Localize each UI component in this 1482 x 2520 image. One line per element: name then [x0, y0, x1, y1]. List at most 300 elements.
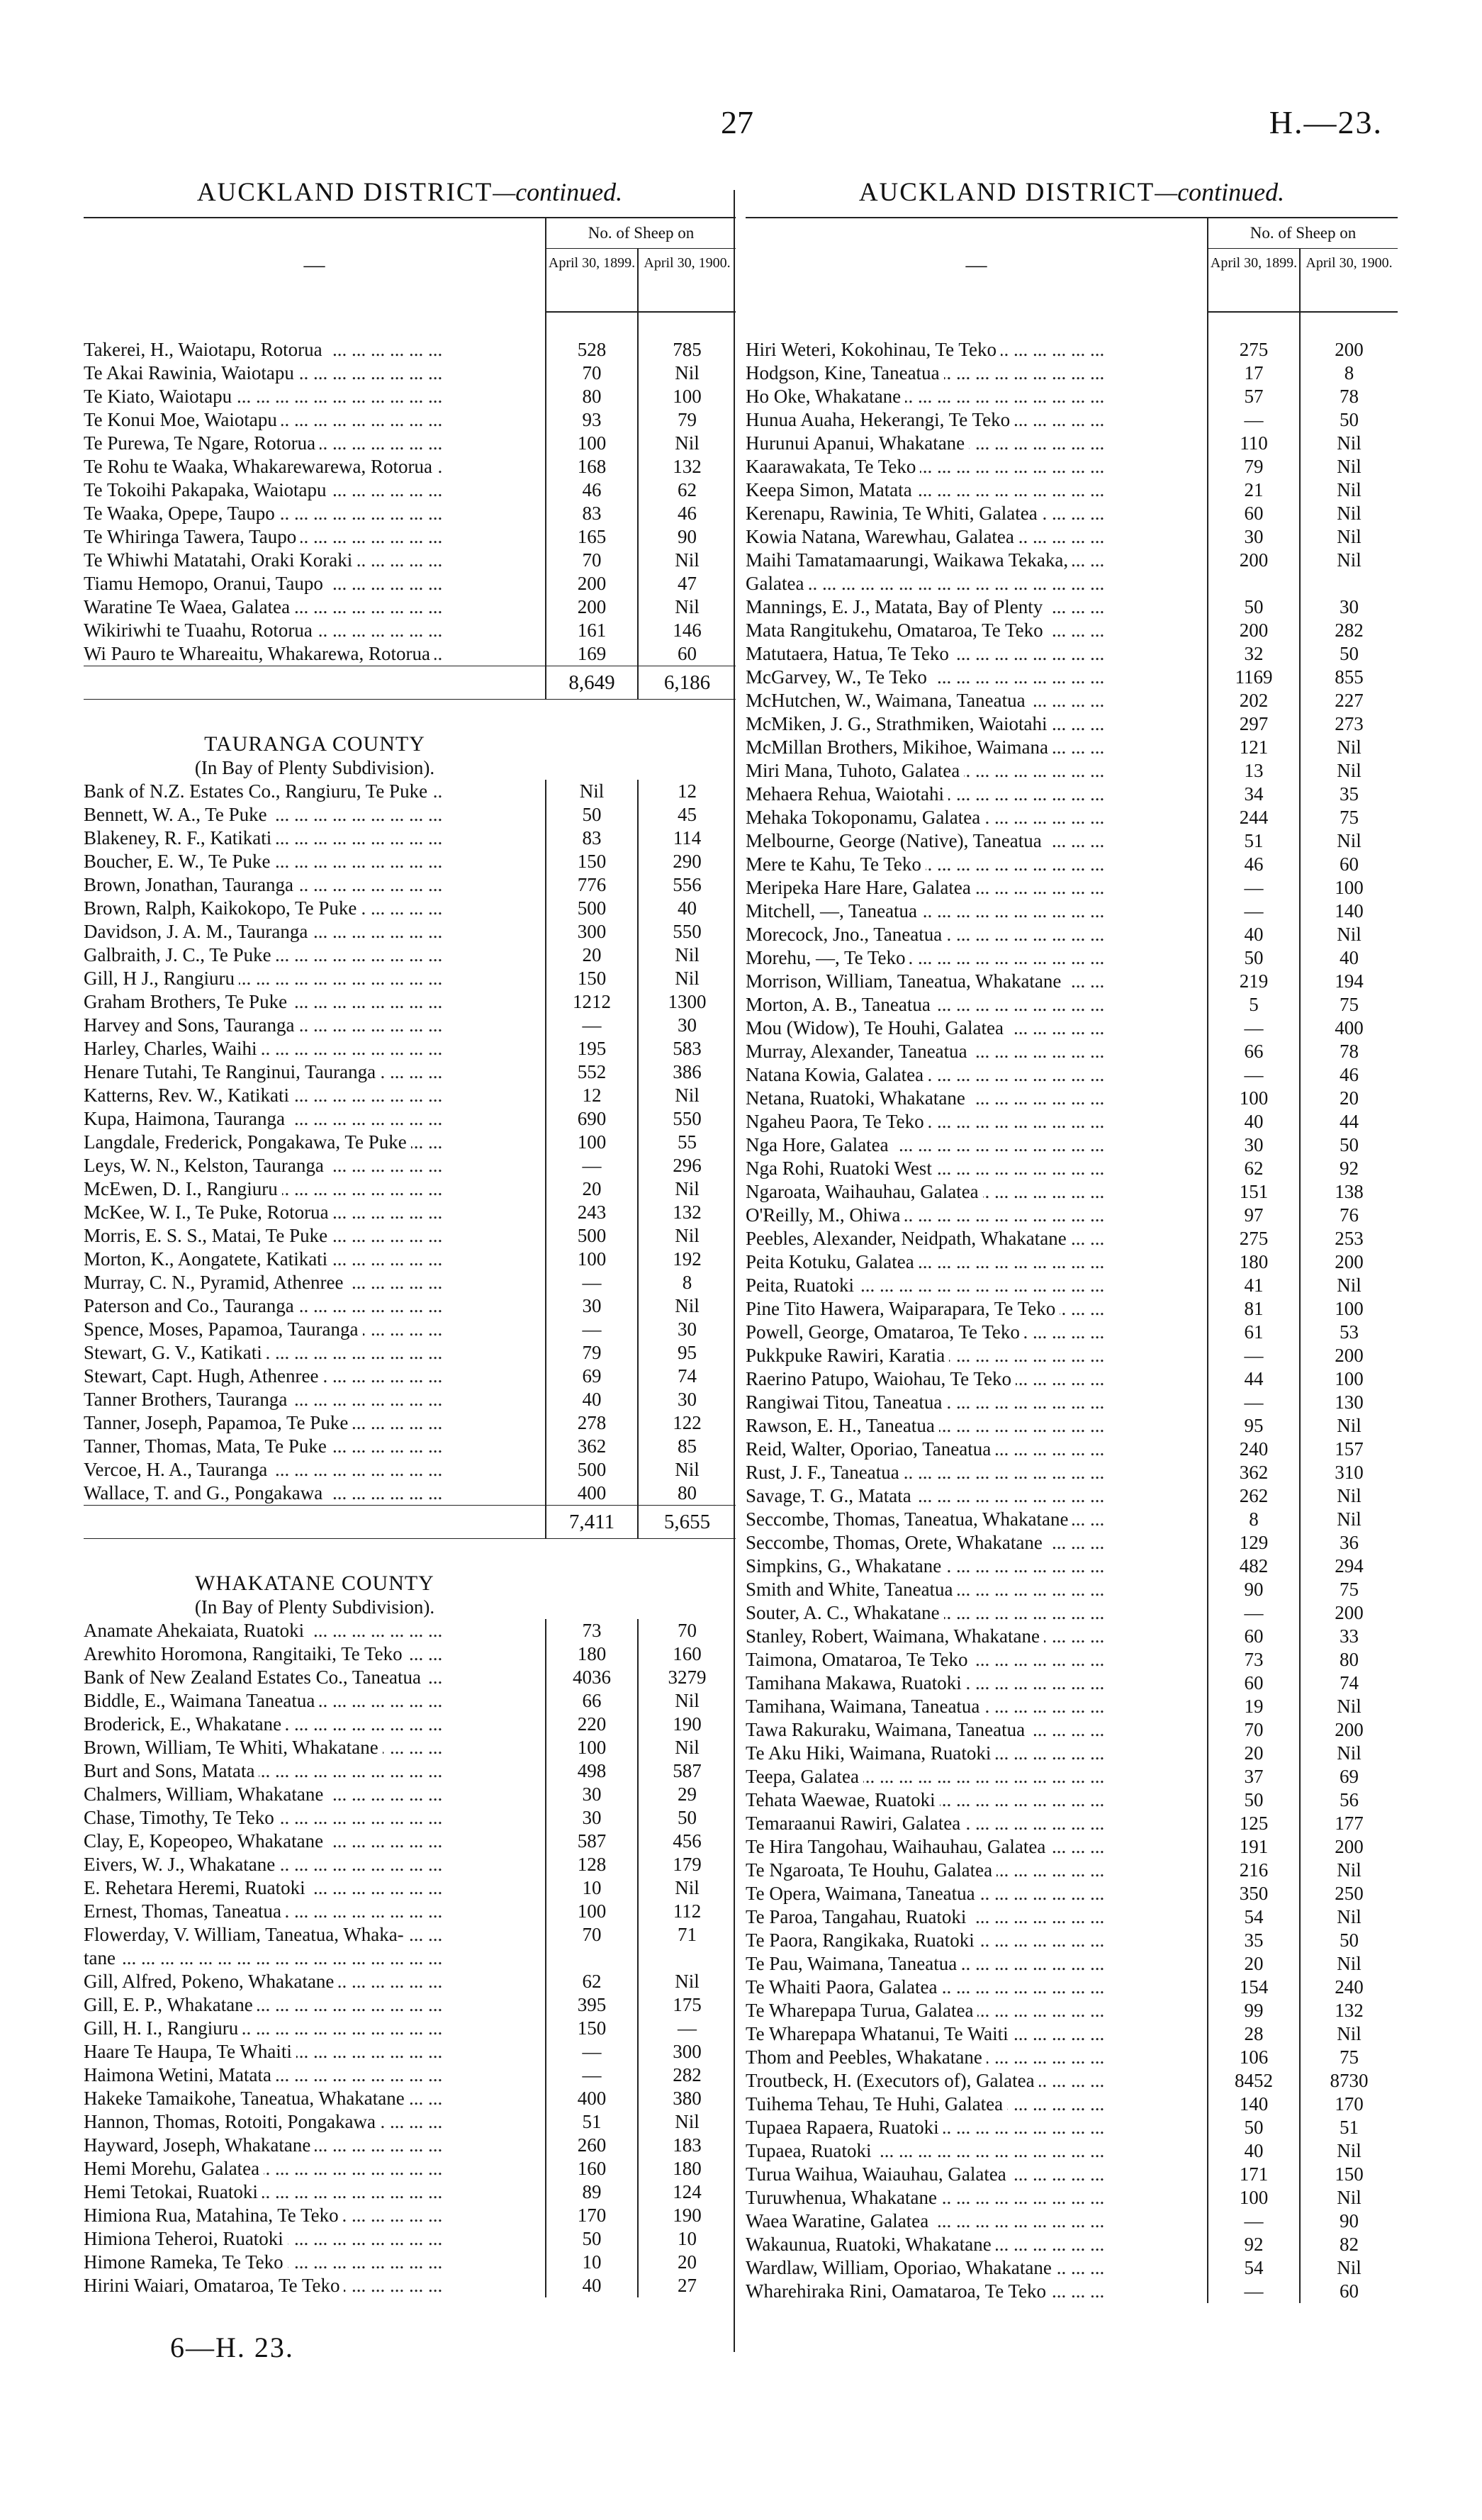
sheep-1900-cell: 47	[638, 572, 736, 595]
owner-name: Eivers, W. J., Whakatane	[84, 1854, 279, 1875]
table-row	[84, 338, 736, 362]
owner-name: Tupaea, Ruatoki	[746, 2140, 876, 2161]
owner-name: Melbourne, George (Native), Taneatua	[746, 830, 1046, 851]
table-row	[746, 946, 1398, 970]
sheep-1899-cell: —	[546, 1154, 638, 1177]
owner-name: Tehata Waewae, Ruatoki	[746, 1789, 940, 1810]
sheep-1900-cell: 80	[1300, 1648, 1398, 1671]
county-title-row	[84, 1570, 736, 1596]
owner-name: Paterson and Co., Tauranga	[84, 1295, 298, 1316]
sheep-1900-cell: 60	[1300, 853, 1398, 876]
sheep-1899-cell: 40	[1208, 2139, 1300, 2163]
sheep-1899-cell: 100	[546, 1248, 638, 1271]
owner-name: Teepa, Galatea	[746, 1766, 863, 1787]
owner-cell	[746, 1976, 1208, 1999]
sheep-1899-cell: 160	[546, 2157, 638, 2180]
owner-name: Temaraanui Rawiri, Galatea	[746, 1813, 965, 1834]
owner-cell	[746, 2280, 1208, 2303]
spacer-cell	[638, 325, 736, 338]
owner-cell	[84, 2017, 546, 2040]
county-subtitle-row	[84, 1596, 736, 1619]
table-row	[746, 1110, 1398, 1133]
table-row	[84, 1084, 736, 1107]
owner-cell	[84, 1131, 546, 1154]
owner-name: Matutaera, Hatua, Te Teko	[746, 643, 953, 664]
sheep-1900-cell: 179	[638, 1853, 736, 1876]
owner-name: Wharehiraka Rini, Oamataroa, Te Teko	[746, 2280, 1050, 2302]
owner-name: Netana, Ruatoki, Whakatane	[746, 1087, 970, 1109]
sheep-1899-cell: —	[546, 2040, 638, 2063]
sheep-1900-cell: 200	[1300, 1835, 1398, 1859]
empty-cell	[638, 731, 736, 756]
owner-cell	[746, 1508, 1208, 1531]
table-row	[746, 970, 1398, 993]
table-row	[746, 2280, 1398, 2303]
owner-name: Te Pau, Waimana, Taneatua	[746, 1953, 961, 1974]
sheep-1899-cell: 1212	[546, 990, 638, 1014]
table-row	[84, 1341, 736, 1365]
table-row	[746, 712, 1398, 736]
sheep-1899-cell: 20	[546, 1177, 638, 1201]
sheep-1899-cell: 150	[546, 2017, 638, 2040]
owner-name: Peebles, Alexander, Neidpath, Whakatane	[746, 1228, 1071, 1249]
spacer-cell	[1208, 312, 1300, 325]
sheep-1899-cell: Nil	[546, 780, 638, 803]
table-row	[746, 2163, 1398, 2186]
owner-cell	[746, 1929, 1208, 1952]
sheep-1899-cell: 35	[1208, 1929, 1300, 1952]
sheep-1900-cell: 194	[1300, 970, 1398, 993]
sheep-1899-cell: 587	[546, 1830, 638, 1853]
county-subtitle-row	[84, 756, 736, 780]
owner-name: Gill, Alfred, Pokeno, Whakatane	[84, 1971, 338, 1992]
owner-cell	[746, 1157, 1208, 1180]
sheep-1899-cell: 90	[1208, 1578, 1300, 1601]
owner-cell	[84, 1154, 546, 1177]
sheep-1899-cell: 100	[546, 432, 638, 455]
sheep-1900-cell: 100	[1300, 1367, 1398, 1391]
sheep-1900-cell: Nil	[1300, 736, 1398, 759]
sheep-1899-cell: 200	[546, 572, 638, 595]
owner-name: Leys, W. N., Kelston, Tauranga	[84, 1155, 328, 1176]
sheep-1899-cell: 300	[546, 920, 638, 943]
owner-cell	[746, 2163, 1208, 2186]
owner-cell	[746, 2210, 1208, 2233]
sheep-1900-cell: 3279	[638, 1666, 736, 1689]
owner-name: Te Kiato, Waiotapu	[84, 386, 236, 407]
table-row	[746, 1835, 1398, 1859]
owner-cell	[746, 1367, 1208, 1391]
owner-name: Clay, E, Kopeopeo, Whakatane	[84, 1830, 327, 1852]
owner-cell	[746, 1297, 1208, 1321]
sheep-1899-cell: 60	[1208, 502, 1300, 525]
owner-name: Seccombe, Thomas, Taneatua, Whakatane	[746, 1508, 1072, 1530]
table-row	[746, 338, 1398, 362]
sheep-1899-cell: 200	[546, 595, 638, 619]
sheep-1899-cell: 40	[1208, 923, 1300, 946]
owner-name: Morecock, Jno., Taneatua	[746, 924, 946, 945]
owner-cell	[84, 502, 546, 525]
owner-name: Takerei, H., Waiotapu, Rotorua	[84, 339, 327, 360]
owner-name: Tanner, Thomas, Mata, Te Puke	[84, 1435, 331, 1457]
owner-cell	[746, 993, 1208, 1017]
spacer-row	[84, 325, 736, 338]
table-row	[84, 2157, 736, 2180]
table-row	[746, 1414, 1398, 1438]
owner-name: McEwen, D. I., Rangiuru	[84, 1178, 282, 1199]
table-row	[746, 2186, 1398, 2210]
sheep-1900-cell: 78	[1300, 385, 1398, 408]
owner-column-header: —	[965, 253, 987, 276]
sheep-1900-cell: Nil	[638, 1689, 736, 1713]
owner-cell	[84, 1783, 546, 1806]
sheep-1900-cell: 100	[638, 385, 736, 408]
sheep-1900-cell: 300	[638, 2040, 736, 2063]
table-row	[84, 2040, 736, 2063]
table-row	[84, 1900, 736, 1923]
sheep-1900-cell: Nil	[638, 1177, 736, 1201]
owner-column-header: —	[303, 253, 325, 276]
sheep-1900-cell: 310	[1300, 1461, 1398, 1484]
table-row	[746, 806, 1398, 829]
sheep-1899-cell: 128	[546, 1853, 638, 1876]
owner-cell	[84, 525, 546, 549]
owner-cell	[746, 455, 1208, 478]
sheep-1899-cell: 46	[1208, 853, 1300, 876]
sheep-1899-cell: 54	[1208, 2256, 1300, 2280]
owner-cell	[746, 1742, 1208, 1765]
owner-cell	[746, 642, 1208, 666]
sheep-1900-cell: Nil	[1300, 1742, 1398, 1765]
owner-name: Rangiwai Titou, Taneatua	[746, 1391, 946, 1413]
sheep-1900-cell: 46	[1300, 1063, 1398, 1087]
owner-cell	[746, 923, 1208, 946]
sheep-1900-cell: 50	[1300, 642, 1398, 666]
owner-cell	[746, 1087, 1208, 1110]
owner-cell	[746, 478, 1208, 502]
owner-name: Te Rohu te Waaka, Whakarewarewa, Rotorua	[84, 456, 437, 477]
owner-name: Te Whiwhi Matatahi, Oraki Koraki	[84, 549, 357, 571]
spacer-cell	[1208, 325, 1300, 338]
owner-name: Broderick, E., Whakatane	[84, 1713, 286, 1735]
sheep-1900-cell: 20	[638, 2251, 736, 2274]
owner-cell	[746, 1765, 1208, 1788]
sheep-1900-cell: 40	[638, 897, 736, 920]
owner-cell	[746, 1484, 1208, 1508]
owner-name: Te Waaka, Opepe, Taupo	[84, 503, 279, 524]
table-row	[746, 853, 1398, 876]
table-row	[746, 1087, 1398, 1110]
owner-cell	[84, 1876, 546, 1900]
county-title: WHAKATANE COUNTY	[195, 1571, 434, 1595]
sheep-1899-cell: 97	[1208, 1204, 1300, 1227]
table-row	[84, 1853, 736, 1876]
owner-cell	[746, 2069, 1208, 2093]
sheep-1900-cell: 50	[1300, 1929, 1398, 1952]
spacer-cell	[84, 1539, 546, 1571]
owner-name: Kaarawakata, Te Teko	[746, 456, 920, 477]
owner-cell	[84, 1014, 546, 1037]
sheep-1899-cell: 62	[546, 1970, 638, 1993]
sheep-1900-cell: 44	[1300, 1110, 1398, 1133]
owner-cell	[84, 967, 546, 990]
sheep-1899-cell: 202	[1208, 689, 1300, 712]
table-row	[84, 1388, 736, 1411]
owner-cell	[746, 1227, 1208, 1250]
sheep-1899-cell: 776	[546, 873, 638, 897]
sheep-1900-cell: 380	[638, 2087, 736, 2110]
owner-cell	[84, 549, 546, 572]
owner-cell	[746, 1671, 1208, 1695]
owner-cell	[84, 1458, 546, 1482]
spacer-row	[84, 312, 736, 325]
page-number: 27	[721, 104, 753, 140]
sheep-1899-cell: 500	[546, 1224, 638, 1248]
owner-name: Nga Hore, Galatea	[746, 1134, 893, 1155]
sheep-1900-cell: 253	[1300, 1227, 1398, 1250]
table-row	[84, 803, 736, 827]
owner-name: Stewart, G. V., Katikati	[84, 1342, 266, 1363]
table-row	[84, 2017, 736, 2040]
owner-name: Morehu, —, Te Teko	[746, 947, 909, 968]
owner-cell	[746, 2046, 1208, 2069]
table-row	[746, 829, 1398, 853]
owner-cell	[84, 1853, 546, 1876]
owner-name: Te Akai Rawinia, Waiotapu	[84, 362, 298, 383]
sheep-1900-cell: 114	[638, 827, 736, 850]
table-row	[84, 1201, 736, 1224]
table-row	[746, 1742, 1398, 1765]
table-row	[84, 1107, 736, 1131]
owner-cell	[84, 1060, 546, 1084]
owner-cell	[84, 2180, 546, 2204]
sheep-1899-cell: 106	[1208, 2046, 1300, 2069]
table-row	[746, 666, 1398, 689]
left-column	[84, 177, 736, 2297]
table-row	[746, 549, 1398, 572]
table-row	[84, 920, 736, 943]
sheep-1899-cell: 50	[1208, 595, 1300, 619]
owner-name: McGarvey, W., Te Teko	[746, 666, 931, 688]
owner-cell	[746, 1040, 1208, 1063]
table-row	[746, 595, 1398, 619]
owner-name: Tanner, Joseph, Papamoa, Te Puke	[84, 1412, 352, 1433]
table-row	[746, 876, 1398, 900]
sheep-1900-cell: 85	[638, 1435, 736, 1458]
table-row	[746, 1204, 1398, 1227]
owner-name: Te Aku Hiki, Waimana, Ruatoki	[746, 1742, 995, 1764]
owner-name: Spence, Moses, Papamoa, Tauranga	[84, 1318, 363, 1340]
sheep-1900-cell: 456	[638, 1830, 736, 1853]
owner-cell	[746, 1133, 1208, 1157]
owner-cell	[84, 1736, 546, 1759]
owner-name: Taimona, Omataroa, Te Teko	[746, 1649, 972, 1670]
owner-cell	[84, 1435, 546, 1458]
sheep-1900-cell: 130	[1300, 1391, 1398, 1414]
owner-name: Te Hira Tangohau, Waihauhau, Galatea	[746, 1836, 1050, 1857]
sheep-1899-cell: 100	[1208, 2186, 1300, 2210]
owner-name: Chase, Timothy, Te Teko	[84, 1807, 279, 1828]
county-title: TAURANGA COUNTY	[204, 732, 425, 756]
sheep-1900-cell: 550	[638, 1107, 736, 1131]
sheep-1899-cell: —	[1208, 1017, 1300, 1040]
sheep-1900-cell: 30	[638, 1318, 736, 1341]
right-sheep-table	[746, 217, 1398, 2303]
owner-name: tane	[84, 1947, 120, 1969]
owner-name: Mere te Kahu, Te Teko	[746, 853, 926, 875]
sheep-1900-cell: Nil	[638, 2110, 736, 2134]
owner-cell	[84, 619, 546, 642]
owner-cell	[746, 595, 1208, 619]
table-row	[84, 642, 736, 666]
owner-cell	[746, 1648, 1208, 1671]
owner-cell	[746, 1321, 1208, 1344]
spacer-cell	[84, 325, 546, 338]
owner-cell	[84, 1271, 546, 1294]
page-footer: 6—H. 23.	[170, 2331, 294, 2363]
sheep-1900-cell: 140	[1300, 900, 1398, 923]
sheep-1899-cell: 180	[546, 1642, 638, 1666]
sheep-1900-cell: Nil	[1300, 2139, 1398, 2163]
table-row	[84, 1014, 736, 1037]
sheep-1899-cell: 219	[1208, 970, 1300, 993]
table-row	[84, 943, 736, 967]
owner-name: Boucher, E. W., Te Puke	[84, 851, 275, 872]
sheep-1900-cell: 132	[638, 455, 736, 478]
owner-name: Morton, K., Aongatete, Katikati	[84, 1248, 332, 1270]
table-row	[84, 525, 736, 549]
sheep-1899-cell: 180	[1208, 1250, 1300, 1274]
table-row	[746, 432, 1398, 455]
sheep-1899-cell: 51	[1208, 829, 1300, 853]
owner-name: Nga Rohi, Ruatoki West	[746, 1158, 936, 1179]
sheep-1899-cell: 32	[1208, 642, 1300, 666]
owner-cell	[746, 1063, 1208, 1087]
table-row	[84, 897, 736, 920]
owner-name: Mitchell, —, Taneatua	[746, 900, 921, 922]
owner-name: Kupa, Haimona, Tauranga	[84, 1108, 289, 1129]
sheep-1899-cell: 46	[546, 478, 638, 502]
owner-cell	[84, 2063, 546, 2087]
table-row	[84, 619, 736, 642]
owner-name: Galatea	[746, 573, 808, 594]
owner-name: Stewart, Capt. Hugh, Athenree	[84, 1365, 322, 1387]
sheep-1900-cell: Nil	[638, 1084, 736, 1107]
sheep-1900-cell: 60	[638, 642, 736, 666]
sheep-1900-cell: 50	[1300, 1133, 1398, 1157]
empty-cell	[638, 756, 736, 780]
owner-cell	[746, 1601, 1208, 1625]
sheep-1899-cell: —	[1208, 1063, 1300, 1087]
owner-cell	[746, 2093, 1208, 2116]
table-row	[84, 1783, 736, 1806]
table-row	[84, 2063, 736, 2087]
table-row	[746, 1391, 1398, 1414]
spacer-cell	[638, 312, 736, 325]
owner-cell	[84, 362, 546, 385]
owner-cell	[84, 1830, 546, 1853]
april-1899-header: April 30, 1899.	[1208, 249, 1300, 313]
owner-name: Turua Waihua, Waiauhau, Galatea	[746, 2163, 1011, 2185]
owner-name: Rawson, E. H., Taneatua	[746, 1415, 939, 1436]
owner-cell	[84, 2251, 546, 2274]
owner-cell	[84, 2227, 546, 2251]
table-row	[84, 1060, 736, 1084]
owner-cell	[84, 1993, 546, 2017]
table-row	[84, 1736, 736, 1759]
owner-name: Ho Oke, Whakatane	[746, 386, 905, 407]
sheep-1900-cell: 282	[638, 2063, 736, 2087]
owner-name: Te Purewa, Te Ngare, Rotorua	[84, 432, 320, 454]
table-row	[746, 1952, 1398, 1976]
sheep-1900-cell: 20	[1300, 1087, 1398, 1110]
owner-cell	[746, 712, 1208, 736]
sheep-1900-cell: 76	[1300, 1204, 1398, 1227]
table-row	[746, 923, 1398, 946]
sheep-1900-cell: 55	[638, 1131, 736, 1154]
owner-cell	[746, 1180, 1208, 1204]
sheep-1899-cell: 40	[546, 2274, 638, 2297]
owner-name: Gill, H J., Rangiuru	[84, 968, 239, 989]
empty-cell	[546, 731, 638, 756]
sheep-1900-cell: Nil	[638, 595, 736, 619]
owner-cell	[746, 1835, 1208, 1859]
sheep-1900-cell: Nil	[1300, 2256, 1398, 2280]
owner-name: Waratine Te Waea, Galatea	[84, 596, 294, 617]
table-row	[84, 2227, 736, 2251]
sheep-1900-cell: 386	[638, 1060, 736, 1084]
table-row	[746, 1929, 1398, 1952]
table-row	[746, 1999, 1398, 2022]
total-row	[84, 1506, 736, 1539]
sheep-1899-cell: —	[546, 1014, 638, 1037]
sheep-1899-cell: 528	[546, 338, 638, 362]
table-row	[746, 1601, 1398, 1625]
sheep-1899-cell: 500	[546, 1458, 638, 1482]
table-row	[746, 1531, 1398, 1555]
table-row	[84, 1294, 736, 1318]
table-row	[84, 1666, 736, 1689]
sheep-1899-cell: 275	[1208, 1227, 1300, 1250]
owner-cell	[84, 455, 546, 478]
owner-cell	[746, 619, 1208, 642]
owner-cell	[84, 1248, 546, 1271]
sheep-1900-cell: 273	[1300, 712, 1398, 736]
owner-name: Ngaroata, Waihauhau, Galatea	[746, 1181, 983, 1202]
left-sheep-table	[84, 217, 736, 2297]
table-row	[84, 478, 736, 502]
sheep-1900-cell: 175	[638, 1993, 736, 2017]
sheep-1899-cell: 171	[1208, 2163, 1300, 2186]
sheep-1900-cell: 70	[638, 1619, 736, 1642]
sheep-1899-cell: 60	[1208, 1671, 1300, 1695]
sheep-1899-cell: 13	[1208, 759, 1300, 783]
table-row	[84, 827, 736, 850]
owner-cell	[746, 408, 1208, 432]
table-row	[746, 1344, 1398, 1367]
sheep-1900-cell: 112	[638, 1900, 736, 1923]
table-row	[746, 1250, 1398, 1274]
sheep-1900-cell: 170	[1300, 2093, 1398, 2116]
owner-name: Galbraith, J. C., Te Puke	[84, 944, 276, 965]
sheep-1900-cell: 36	[1300, 1531, 1398, 1555]
sheep-1899-cell: 552	[546, 1060, 638, 1084]
sheep-1899-cell: 170	[546, 2204, 638, 2227]
sheep-1899-cell: 30	[546, 1294, 638, 1318]
owner-cell	[84, 1619, 546, 1642]
sheep-1899-cell: 278	[546, 1411, 638, 1435]
sheep-1900-cell: 53	[1300, 1321, 1398, 1344]
